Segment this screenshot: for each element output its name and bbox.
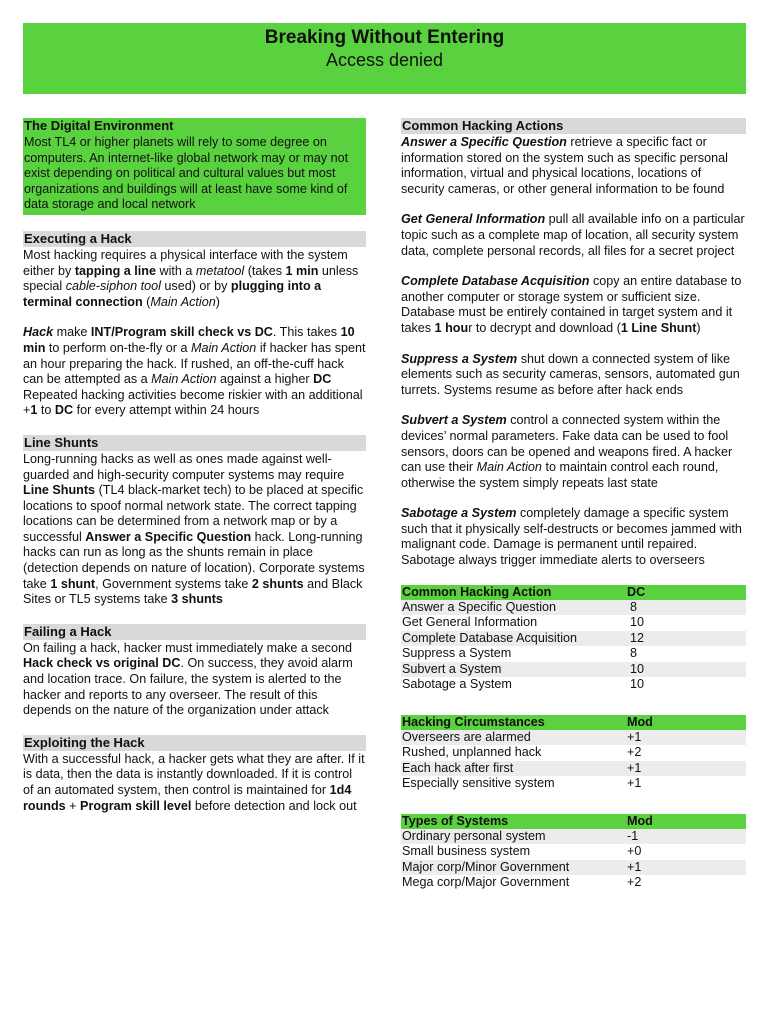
text-run: 2 shunts <box>251 576 304 591</box>
row-value: 12 <box>630 630 645 645</box>
row-value: 10 <box>630 615 645 630</box>
row-value: 8 <box>630 599 638 614</box>
section-heading: Failing a Hack <box>23 624 366 640</box>
action-item <box>401 212 746 259</box>
text-run: used) or by <box>160 279 231 294</box>
title-banner <box>23 23 746 94</box>
text-run: 1 hou <box>434 320 469 335</box>
row-label: Ordinary personal system <box>402 828 546 843</box>
column-header: Mod <box>627 714 653 729</box>
row-value: +2 <box>627 875 642 890</box>
column-header: Mod <box>627 813 653 828</box>
text-run: 3 shunts <box>171 592 223 607</box>
row-value: 10 <box>630 661 645 676</box>
text-run: Main Action <box>150 294 216 309</box>
table-row <box>401 646 746 662</box>
text-run: Main Action <box>190 340 257 355</box>
text-run: and Black Sites or TL5 systems take <box>23 576 363 607</box>
table-row <box>401 844 746 860</box>
text-run: Most hacking requires a physical interface with the system either by <box>23 247 348 278</box>
table-row <box>401 875 746 891</box>
text-run: Main Action <box>476 460 542 475</box>
text-run: . On success, they avoid alarm and location trace. On failure, the system is alerted to the hacker and reports to any overseer. The result of this depends on the nature of the organization under attack <box>23 656 353 718</box>
executing-hack-section <box>23 231 366 419</box>
text-run: Hack <box>23 325 54 340</box>
row-label: Especially sensitive system <box>402 776 555 791</box>
text-run: Sabotage a System <box>401 506 517 521</box>
text-run: copy an entire database to another computer or storage system or sufficient size. Database must be entirely contained in target system and it takes <box>401 274 742 335</box>
text-run: retrieve a specific fact or information stored on the system such as specific personal information, virtual and physical locations, locations of security cameras, or other general information to be found <box>401 135 728 196</box>
section-heading: The Digital Environment <box>24 118 174 133</box>
section-heading: Exploiting the Hack <box>23 735 366 751</box>
row-label: Small business system <box>402 844 531 859</box>
row-value: 8 <box>630 646 638 661</box>
failing-hack-section <box>23 624 366 719</box>
text-run: cable-siphon tool <box>65 279 161 294</box>
row-label: Answer a Specific Question <box>402 599 556 614</box>
text-run: with a <box>155 263 196 278</box>
text-run: 1d4 rounds <box>23 783 352 813</box>
table-row <box>401 761 746 777</box>
exploiting-hack-section <box>23 735 366 814</box>
row-value: +1 <box>627 859 642 874</box>
action-item <box>401 135 746 197</box>
table-row <box>401 662 746 678</box>
table-header <box>401 814 746 829</box>
text-run: (takes <box>244 263 286 278</box>
hacking-circumstances-table <box>401 715 746 792</box>
row-value: +1 <box>627 760 642 775</box>
table-row <box>401 730 746 746</box>
table-row <box>401 600 746 616</box>
text-run: With a successful hack, a hacker gets what they are after. If it is data, then the data is instantly downloaded. If it is control of an automated system, then control is maintained for <box>23 751 365 797</box>
text-run: control a connected system within the devices’ normal parameters. Fake data can be used to fool sensors, doors can be opened and weapons fired. A hacker can use their <box>401 413 733 475</box>
row-label: Suppress a System <box>402 646 512 661</box>
text-run: pull all available info on a particular topic such as a complete map of location, all security system data, complete personal records, all files for a secret project <box>401 212 745 258</box>
paragraph <box>23 325 366 419</box>
page-subtitle: Access denied <box>325 50 444 70</box>
text-run: . This takes <box>272 325 341 340</box>
section-heading: Executing a Hack <box>23 231 366 247</box>
action-item <box>401 413 746 491</box>
text-run: plugging into a terminal connection <box>23 279 322 309</box>
table-body <box>401 730 746 792</box>
paragraph <box>23 641 366 719</box>
left-column <box>23 118 366 830</box>
row-label: Complete Database Acquisition <box>402 630 578 645</box>
text-run: Line Shunts <box>23 483 96 498</box>
paragraph <box>23 248 366 310</box>
text-run: unless special <box>23 263 359 294</box>
row-value: +1 <box>627 776 642 791</box>
text-run: r to decrypt and download ( <box>468 320 621 335</box>
text-run: shut down a connected system of like elements such as security cameras, sensors, automated gun turrets. Systems resume as before after hack ends <box>401 351 740 397</box>
text-run: INT/Program skill check vs DC <box>90 325 273 340</box>
text-run: Long-running hacks as well as ones made against well-guarded and high-security computer systems may require <box>23 451 345 482</box>
text-run: , Government systems take <box>95 576 252 591</box>
text-run: + <box>65 798 81 813</box>
text-run: metatool <box>195 263 245 278</box>
line-shunts-section <box>23 435 366 608</box>
text-run: 10 min <box>23 325 355 355</box>
table-row <box>401 860 746 876</box>
text-run: Hack check vs original DC <box>23 656 181 671</box>
text-run: to perform on-the-fly or a <box>45 340 191 355</box>
table-header <box>401 715 746 730</box>
row-value: +2 <box>627 745 642 760</box>
text-run: Subvert a System <box>401 413 507 428</box>
row-value: -1 <box>627 828 639 843</box>
hacking-dc-table <box>401 585 746 693</box>
text-run: ) <box>696 320 701 335</box>
text-run: against a higher <box>216 372 314 387</box>
text-run: ) <box>215 294 220 309</box>
text-run: 1 <box>30 403 38 418</box>
row-label: Sabotage a System <box>402 677 512 692</box>
text-run: completely damage a specific system such that it physically self-destructs or becomes jammed with malignant code. Damage is permanent until repaired. Sabotage always trigger immediate alerts to overseers <box>401 506 742 568</box>
text-run: DC <box>54 403 74 418</box>
row-value: +0 <box>627 844 642 859</box>
text-run: DC <box>313 372 332 387</box>
text-run: Repeated hacking activities become riskier with an additional + <box>23 387 363 418</box>
table-row <box>401 745 746 761</box>
row-label: Rushed, unplanned hack <box>402 745 542 760</box>
table-body <box>401 829 746 891</box>
action-item <box>401 506 746 568</box>
text-run: (TL4 black-market tech) to be placed at specific locations to spoof normal network state. The correct tapping locations can be determined from a network map or by a successful <box>23 483 364 544</box>
table-row <box>401 776 746 792</box>
text-run: ( <box>142 294 151 309</box>
table-row <box>401 615 746 631</box>
column-header: Common Hacking Action <box>402 584 552 599</box>
table-row <box>401 631 746 647</box>
action-item <box>401 352 746 399</box>
text-run: if hacker has spent an hour preparing the hack. If rushed, an off-the-cuff hack can be attempted as a <box>23 340 366 387</box>
section-heading: Line Shunts <box>23 435 366 451</box>
row-label: Each hack after first <box>402 760 514 775</box>
row-label: Major corp/Minor Government <box>402 859 570 874</box>
table-row <box>401 829 746 845</box>
text-run: On failing a hack, hacker must immediately make a second <box>23 640 352 655</box>
row-label: Get General Information <box>402 615 538 630</box>
text-run: Answer a Specific Question <box>85 529 252 544</box>
text-run: hack. Long-running hacks can run as long as the shunts remain in place (detection depends on nature of location). Corporate systems take <box>23 529 365 591</box>
text-run: Program skill level <box>80 798 192 813</box>
section-body: Most TL4 or higher planets will rely to some degree on computers. An internet-like global network may or may not exist depending on political and cultural values but most organizations and buildings will at least have some kind of data storage and local network <box>24 135 349 212</box>
row-label: Mega corp/Major Government <box>402 875 570 890</box>
text-run: to maintain control each round, otherwise the system simply repeats last state <box>401 460 719 490</box>
page-title: Breaking Without Entering <box>264 27 505 48</box>
row-label: Subvert a System <box>402 661 502 676</box>
text-run: to <box>37 403 55 418</box>
column-header: Types of Systems <box>402 813 509 828</box>
text-run: before detection and lock out <box>191 798 357 813</box>
section-heading: Common Hacking Actions <box>401 118 746 134</box>
text-run: Suppress a System <box>401 351 518 366</box>
row-value: +1 <box>627 729 642 744</box>
column-header: DC <box>627 584 646 599</box>
text-run: 1 Line Shunt <box>620 320 697 335</box>
text-run: make <box>53 325 91 340</box>
right-column <box>401 118 746 913</box>
hacking-actions-section <box>401 118 746 569</box>
text-run: Complete Database Acquisition <box>401 274 590 289</box>
digital-environment-section <box>23 118 366 215</box>
row-value: 10 <box>630 677 645 692</box>
table-row <box>401 677 746 693</box>
system-types-table <box>401 814 746 891</box>
paragraph <box>23 452 366 608</box>
table-body <box>401 600 746 693</box>
text-run: for every attempt within 24 hours <box>73 403 260 418</box>
row-label: Overseers are alarmed <box>402 729 531 744</box>
text-run: Answer a Specific Question <box>401 135 567 149</box>
paragraph <box>23 752 366 814</box>
text-run: 1 shunt <box>50 576 96 591</box>
text-run: Get General Information <box>401 212 546 227</box>
column-header: Hacking Circumstances <box>402 714 545 729</box>
action-item <box>401 274 746 336</box>
text-run: Main Action <box>151 372 217 387</box>
text-run: 1 min <box>285 263 319 278</box>
table-header <box>401 585 746 600</box>
text-run: tapping a line <box>74 263 156 278</box>
